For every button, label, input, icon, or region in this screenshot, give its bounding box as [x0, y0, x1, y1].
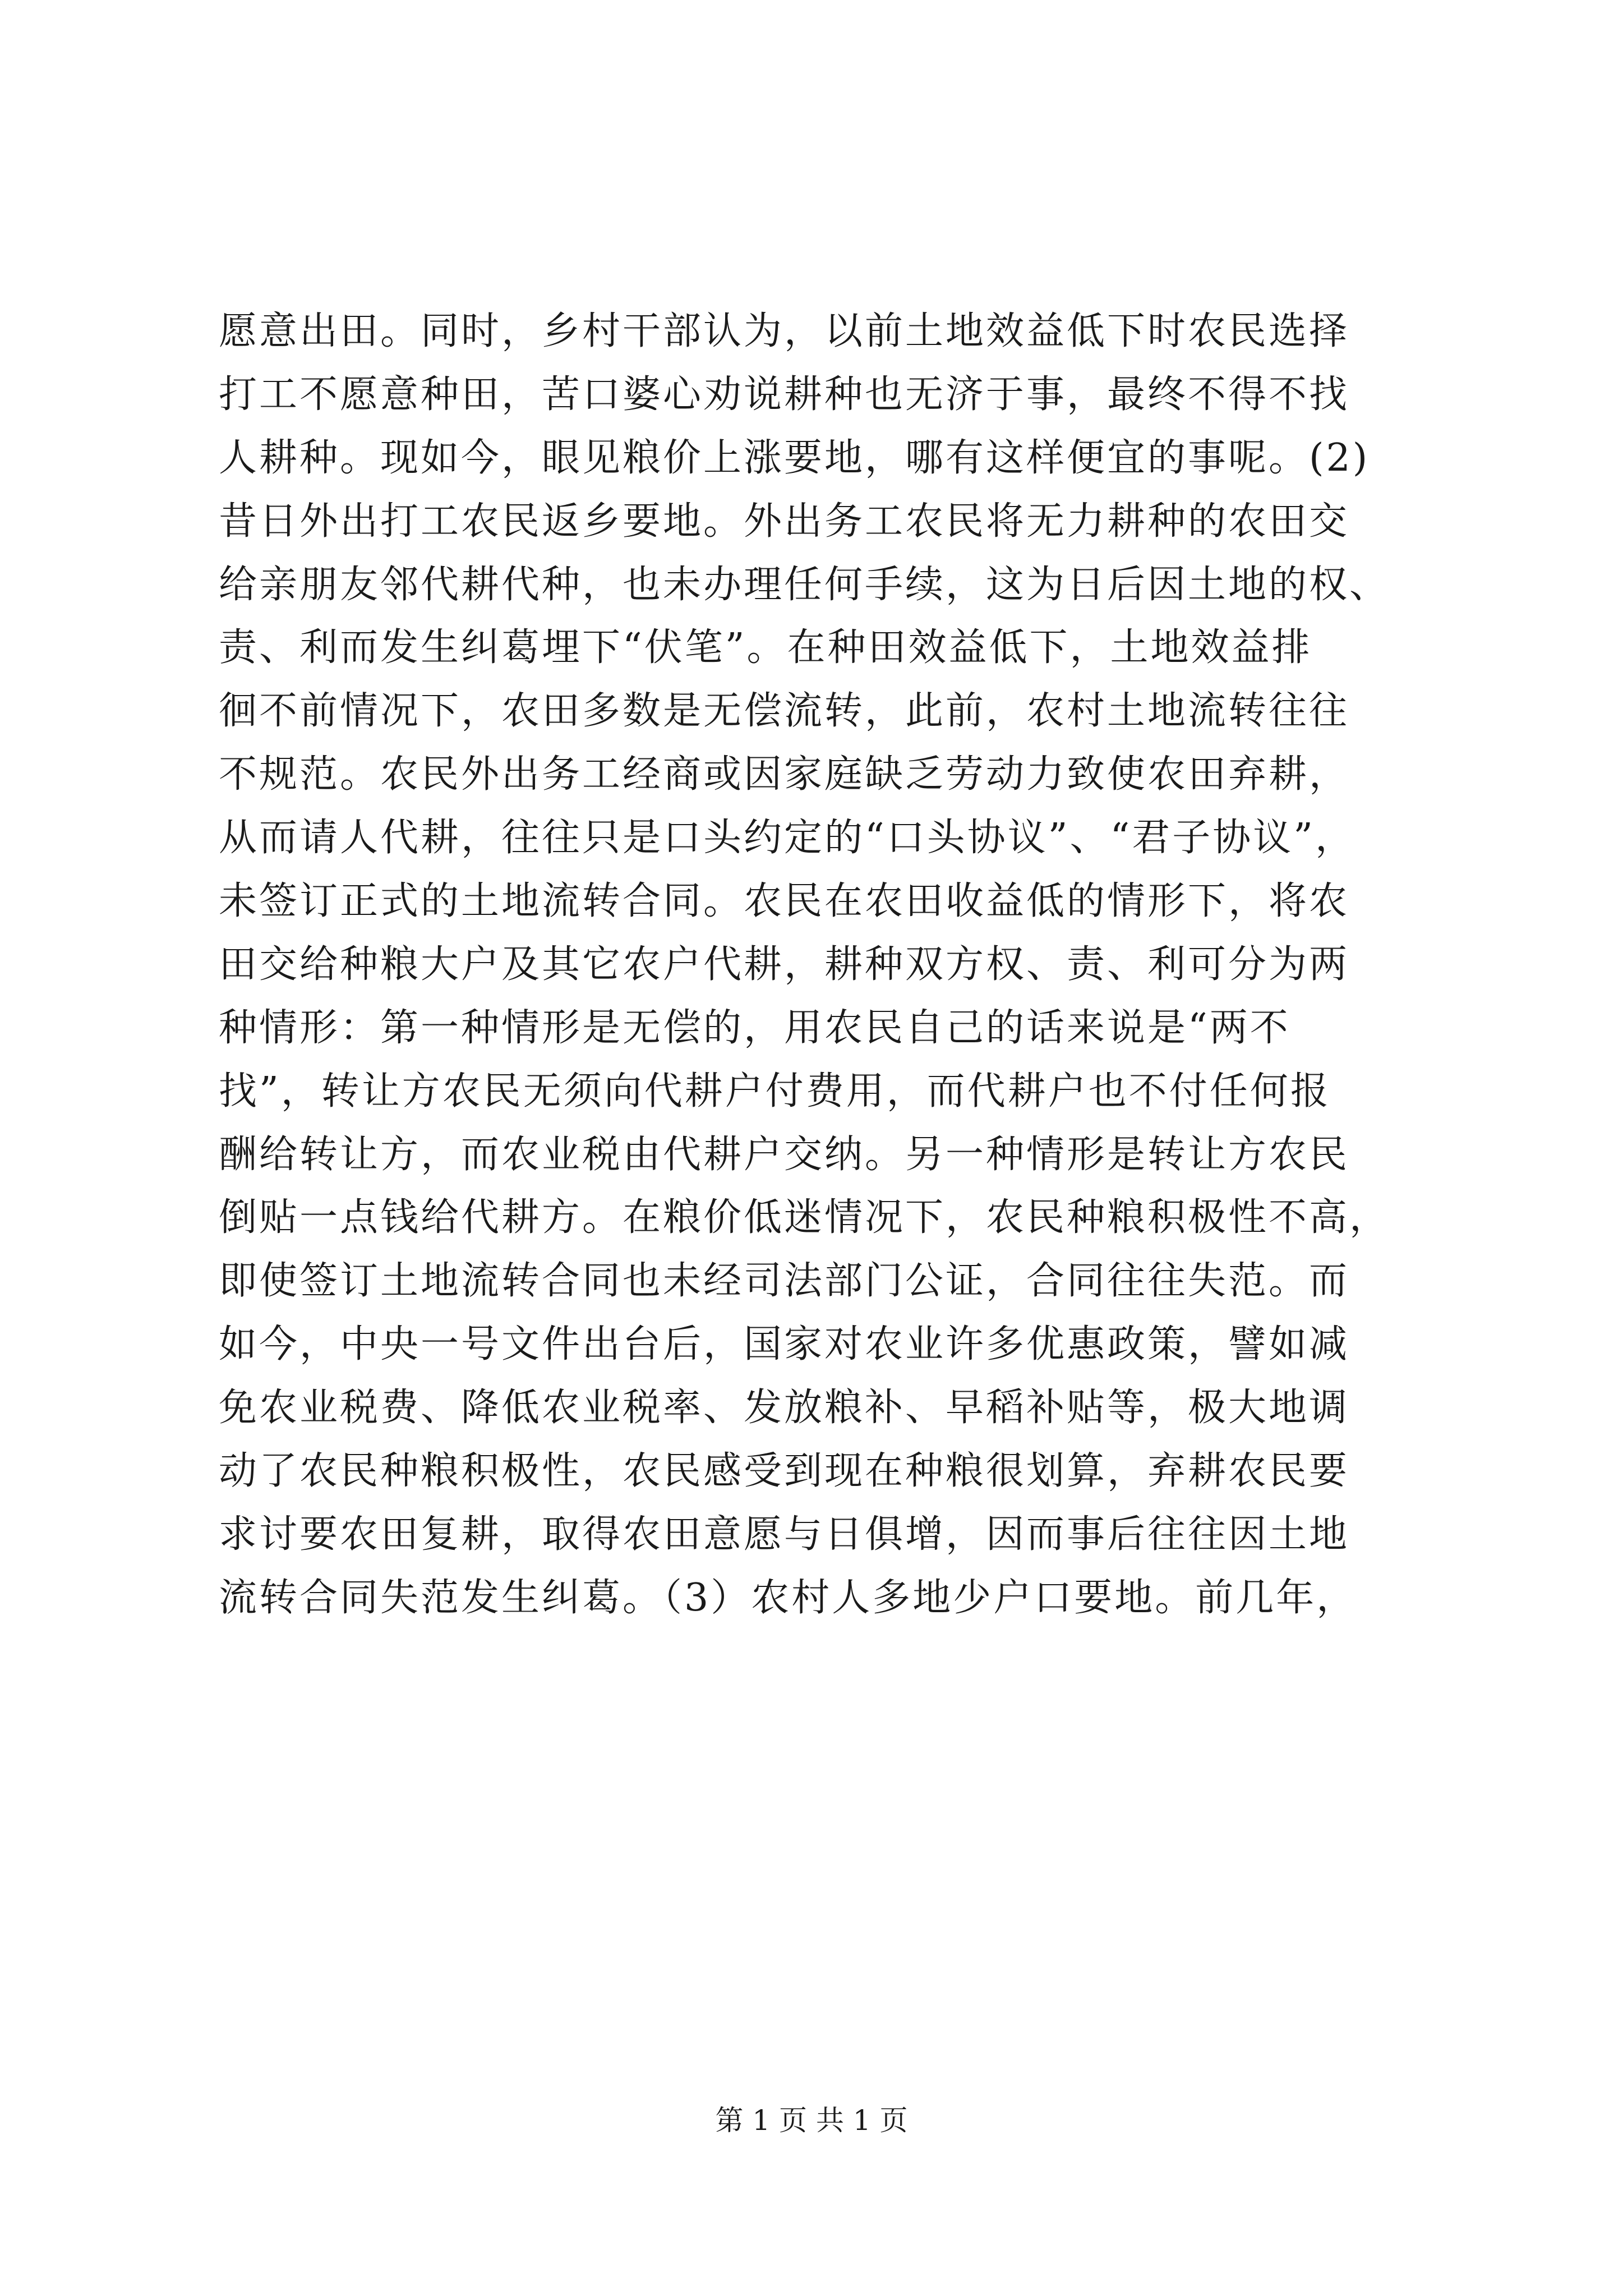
- text-line: 酬给转让方，而农业税由代耕户交纳。另一种情形是转让方农民: [219, 1132, 1350, 1177]
- text-line: 未签订正式的土地流转合同。农民在农田收益低的情形下，将农: [219, 879, 1350, 924]
- text-line: 免农业税费、降低农业税率、发放粮补、早稻补贴等，极大地调: [219, 1386, 1350, 1430]
- text-line: 种情形：第一种情形是无偿的，用农民自己的话来说是“两不: [219, 1005, 1290, 1050]
- page-footer: [0, 2104, 1623, 2137]
- text-line: 昔日外出打工农民返乡要地。外出务工农民将无力耕种的农田交: [219, 499, 1350, 544]
- text-line: 流转合同失范发生纠葛。（3）农村人多地少户口要地。前几年，: [219, 1575, 1357, 1620]
- text-line: 给亲朋友邻代耕代种，也未办理任何手续，这为日后因土地的权、: [219, 562, 1390, 607]
- text-line: 愿意出田。同时，乡村干部认为，以前土地效益低下时农民选择: [219, 309, 1350, 353]
- page-number: 第 1 页 共 1 页: [715, 2104, 908, 2137]
- text-line: 倒贴一点钱给代耕方。在粮价低迷情况下，农民种粮积极性不高，: [219, 1195, 1390, 1240]
- text-line: 田交给种粮大户及其它农户代耕，耕种双方权、责、利可分为两: [219, 942, 1350, 987]
- text-line: 不规范。农民外出务工经商或因家庭缺乏劳动力致使农田弃耕，: [219, 752, 1350, 797]
- text-line: 人耕种。现如今，眼见粮价上涨要地，哪有这样便宜的事呢。(2): [219, 435, 1370, 480]
- body-text: [219, 300, 1441, 1630]
- text-line: 责、利而发生纠葛埋下“伏笔”。在种田效益低下，土地效益排: [219, 625, 1312, 670]
- text-line: 找”，转让方农民无须向代耕户付费用，而代耕户也不付任何报: [219, 1069, 1331, 1114]
- text-line: 求讨要农田复耕，取得农田意愿与日俱增，因而事后往往因土地: [219, 1512, 1350, 1557]
- text-line: 打工不愿意种田，苦口婆心劝说耕种也无济于事，最终不得不找: [219, 372, 1350, 417]
- text-line: 动了农民种粮积极性，农民感受到现在种粮很划算，弃耕农民要: [219, 1449, 1350, 1494]
- text-line: 即使签订土地流转合同也未经司法部门公证，合同往往失范。而: [219, 1259, 1350, 1304]
- text-line: 如今，中央一号文件出台后，国家对农业许多优惠政策，譬如减: [219, 1322, 1350, 1367]
- text-line: 从而请人代耕，往往只是口头约定的“口头协议”、“君子协议”，: [219, 816, 1356, 861]
- text-line: 徊不前情况下，农田多数是无偿流转，此前，农村土地流转往往: [219, 689, 1350, 734]
